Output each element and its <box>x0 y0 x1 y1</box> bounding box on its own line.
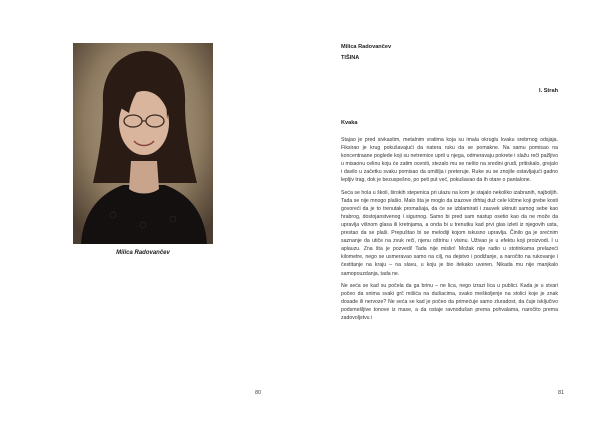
paragraph: Ne seća se kad su počela da ga brinu – ne lica, nego izrazi lica u publici. Kada je u stvari počeo da snima svaki grč mišića na duišacima, svako meškoljenje na stolici koje je znak dosade ili nervoze? Ne seća se kad je počeo da primećuje samo zluradost, da čuje isključivo podsmešljive tonove iz mase, a da ostaje ravnodušan prema pohvalama, naročito prema zadovoljstvu i <box>341 282 558 321</box>
book-title: TIŠINA <box>341 55 360 61</box>
author-portrait-image <box>73 43 213 244</box>
chapter-title: Kvaka <box>341 120 358 126</box>
part-title: I. Strah <box>539 88 558 94</box>
page-number-right: 81 <box>558 390 565 396</box>
page-number-left: 80 <box>255 390 262 396</box>
paragraph: Stajao je pred sivkastim, metalnim vratima koja su imala okruglu kvaku srebrnog odsjaja. Fiksirao je krug pokušavajući da natera ruku da se pomakne. Na samu pomisao na koncentraane poglede koji su netremice uprti u njega, odmeravaju pokrete i slažu reči pažljivo u misaonu celinu koju će zatim oceniti, stezalo mu se nešto na sredini grudi, pritiskalo, grejalo i davilo u začetku svaku pomisao da umišlja i preteruje. Ruke su se znojile ostavljajući gadno lepljiv trag, dok je bezuspešno, po peti put već, pokušavao da ih otare o pantalone. <box>341 137 558 184</box>
author-photo <box>73 43 213 244</box>
photo-caption: Milica Radovančev <box>116 250 170 256</box>
paragraph: Seća se hola u školi, širokih stepenica pri ulazu na kom je stajalo nekoliko izabranih, najboljih. Tada se nije mnogo plašio. Malo šta je moglo da izazove drhtaj duž cele kičme koji grebe kosti govoreći da je to trenutak promašaja, da će se izblamirati i zauvek ukinuti samog sebe kao hrabrog, dostojanstvenog i sigurnog. Samo bi pred sam nastup osetio kao da ne može da upravlja višnom glasa ili kretnjama, a onda bi u trenutku kad prvi glas izleti iz njegovih usta, prestao da se plaši. Prepuštao bi se melodiji kojom iskusno upravlja. Činilo ga je srećnim saznanje da utiče na zvuk reči, njenu oštrinu i visinu. Uživao je u efektu koji proizvodi. I u aplauzu. Zna šta je pozvedi! Tada nije mislio! Možak nije radio u stotinkama prelazeći kilometre, nego se usmeravao samo na cilj, na dejstvo i podižanje, a naročito na rukovanje i čestitanje na kraju – na slavu, u koju je bio itekako uveren. Nikada mu nije manjkalo samopouzdanja, tada ne. <box>341 189 558 277</box>
body-text <box>341 136 558 326</box>
right-page <box>300 0 600 423</box>
author-name: Milica Radovančev <box>341 44 392 50</box>
